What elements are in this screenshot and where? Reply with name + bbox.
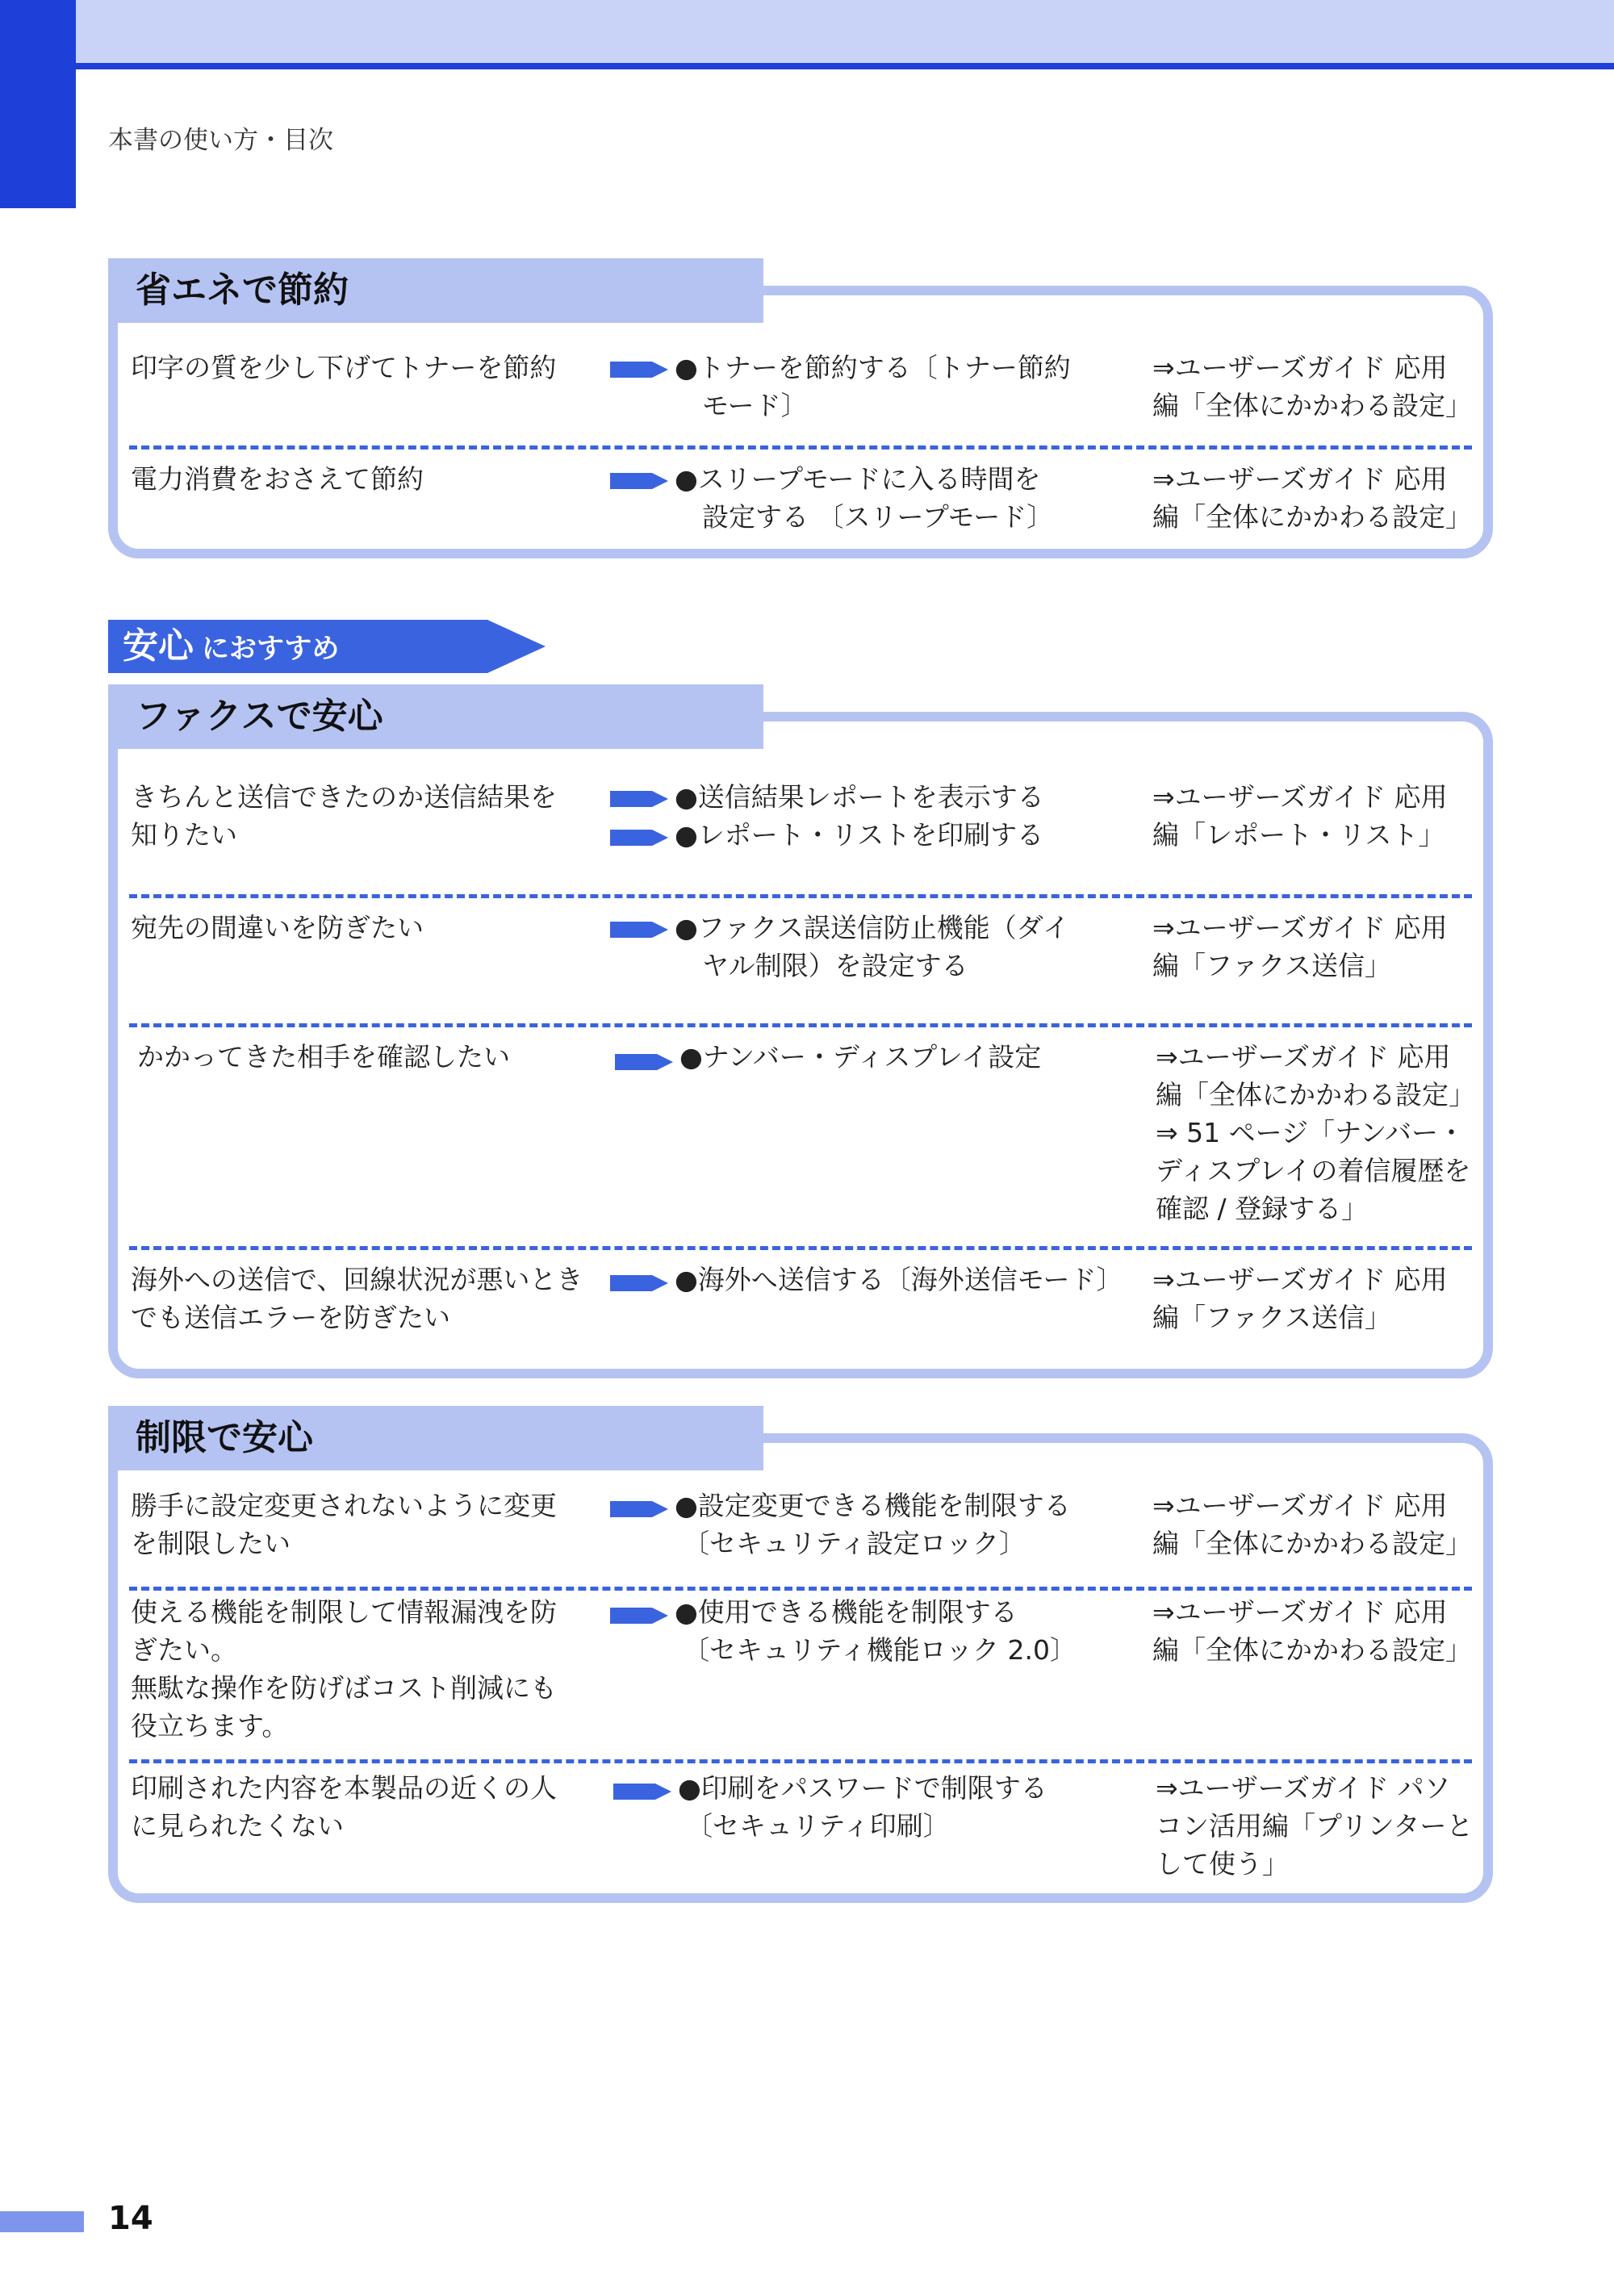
need-text: きちんと送信できたのか送信結果を 知りたい [131, 781, 557, 851]
feature-text: ●送信結果レポートを表示する ●レポート・リストを印刷する [675, 781, 1044, 851]
arrow-right-icon [610, 1603, 668, 1629]
reference-text: ⇒ユーザーズガイド 応用 編「全体にかかわる設定」 [1152, 1596, 1472, 1666]
arrow-right-icon [610, 1270, 668, 1296]
row-divider [129, 1023, 1472, 1027]
arrow-right-icon [610, 786, 668, 812]
arrow-right-icon [610, 468, 668, 494]
chapter-tab [0, 0, 76, 208]
arrow-right-icon [613, 1779, 671, 1805]
recommendation-banner [108, 620, 546, 673]
row-divider [129, 1246, 1472, 1250]
need-text: 宛先の間違いを防ぎたい [131, 912, 424, 943]
section-card-energy-saving [108, 286, 1493, 558]
need-text: 使える機能を制限して情報漏洩を防 ぎたい。 無駄な操作を防げばコスト削減にも 役立ちます。 [131, 1596, 557, 1742]
feature-text: ●スリープモードに入る時間を 設定する 〔スリープモード〕 [675, 463, 1054, 533]
page-number: 14 [108, 2200, 153, 2237]
need-text: 印刷された内容を本製品の近くの人 に見られたくない [131, 1772, 557, 1842]
arrow-right-icon [610, 1496, 668, 1522]
row-divider [129, 894, 1472, 898]
reference-text: ⇒ユーザーズガイド 応用 編「全体にかかわる設定」 [1152, 1490, 1472, 1559]
feature-text: ●印刷をパスワードで制限する 〔セキュリティ印刷〕 [678, 1772, 1047, 1842]
header-rule [0, 63, 1614, 69]
need-text: 勝手に設定変更されないように変更 を制限したい [131, 1490, 557, 1559]
feature-text: ●使用できる機能を制限する 〔セキュリティ機能ロック 2.0〕 [675, 1596, 1077, 1666]
feature-text: ●トナーを節約する〔トナー節約 モード〕 [675, 352, 1071, 421]
need-text: かかってきた相手を確認したい [137, 1041, 510, 1073]
row-divider [129, 1587, 1472, 1591]
breadcrumb: 本書の使い方・目次 [108, 126, 333, 155]
arrow-right-icon [610, 825, 668, 851]
row-divider [129, 445, 1472, 450]
reference-text: ⇒ユーザーズガイド パソ コン活用編「プリンターと して使う」 [1156, 1772, 1474, 1880]
row-divider [129, 1759, 1472, 1763]
need-text: 海外への送信で、回線状況が悪いとき でも送信エラーを防ぎたい [131, 1264, 583, 1333]
reference-text: ⇒ユーザーズガイド 応用 編「ファクス送信」 [1152, 912, 1448, 981]
feature-text: ●設定変更できる機能を制限する 〔セキュリティ設定ロック〕 [675, 1490, 1071, 1559]
feature-text: ●ファクス誤送信防止機能（ダイ ヤル制限）を設定する [675, 912, 1070, 981]
reference-text: ⇒ユーザーズガイド 応用 編「全体にかかわる設定」 [1152, 463, 1472, 533]
feature-text: ●ナンバー・ディスプレイ設定 [679, 1041, 1042, 1073]
need-text: 印字の質を少し下げてトナーを節約 [131, 352, 557, 383]
header-band [0, 0, 1614, 63]
need-text: 電力消費をおさえて節約 [131, 463, 424, 495]
banner-sub-text: におすすめ [202, 633, 340, 665]
page-number-bar [0, 2211, 84, 2232]
section-title-restriction-safety: 制限で安心 [108, 1406, 763, 1470]
arrow-right-icon [615, 1049, 673, 1075]
reference-text: ⇒ユーザーズガイド 応用 編「ファクス送信」 [1152, 1264, 1448, 1333]
section-title-fax-safety: ファクスで安心 [108, 684, 763, 749]
reference-text: ⇒ユーザーズガイド 応用 編「全体にかかわる設定」 ⇒ 51 ページ「ナンバー・ ディスプレイの着信履歴を 確認 / 登録する」 [1156, 1041, 1475, 1224]
arrow-right-icon [610, 917, 668, 943]
section-card-fax-safety [108, 712, 1493, 1378]
reference-text: ⇒ユーザーズガイド 応用 編「レポート・リスト」 [1152, 781, 1448, 851]
section-title-energy-saving: 省エネで節約 [108, 258, 763, 323]
feature-text: ●海外へ送信する〔海外送信モード〕 [675, 1264, 1123, 1295]
section-card-restriction-safety [108, 1433, 1493, 1903]
banner-main-text: 安心 [123, 625, 194, 667]
reference-text: ⇒ユーザーズガイド 応用 編「全体にかかわる設定」 [1152, 352, 1472, 421]
arrow-right-icon [610, 357, 668, 383]
